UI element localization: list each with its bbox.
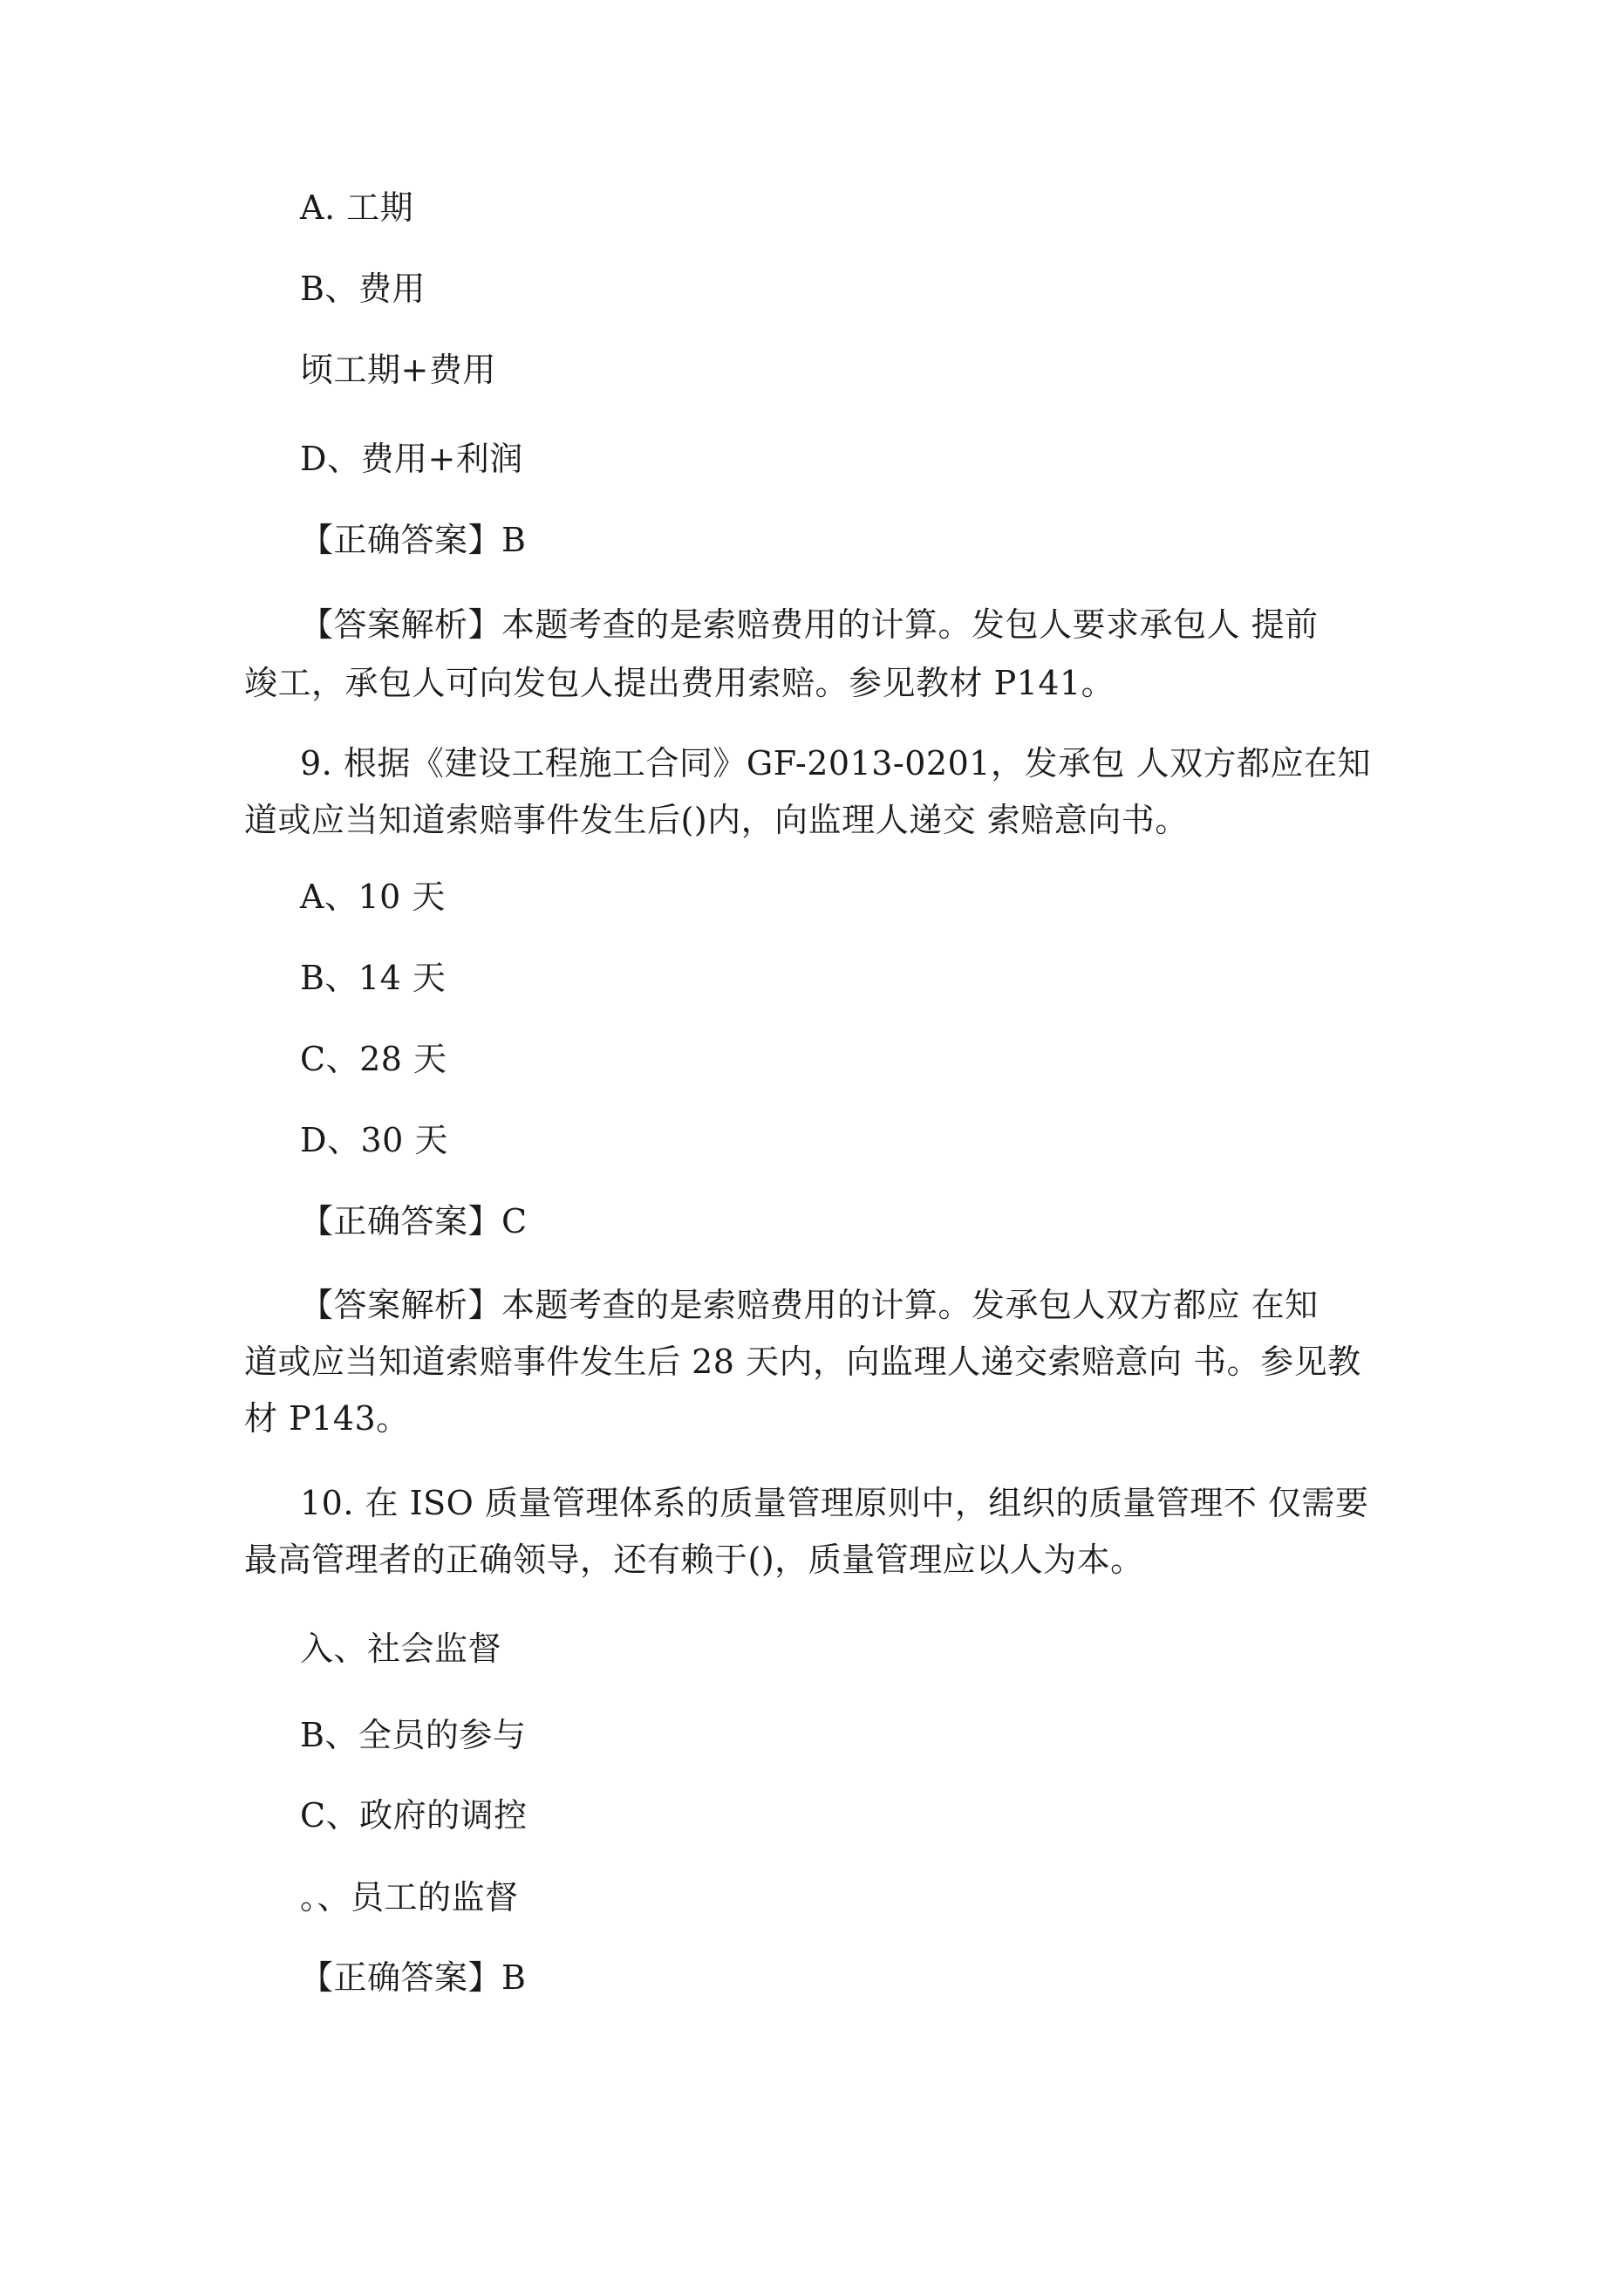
q10-option-c: C、政府的调控 xyxy=(300,1796,528,1835)
q9-question-line-1: 9. 根据《建设工程施工合同》GF-2013-0201，发承包 人双方都应在知 xyxy=(300,744,1372,782)
q8-option-d: D、费用+利润 xyxy=(300,440,523,478)
q8-option-c: 顷工期+费用 xyxy=(300,351,496,389)
q10-option-b: B、全员的参与 xyxy=(300,1716,527,1754)
q9-option-b: B、14 天 xyxy=(300,959,447,997)
q9-option-c: C、28 天 xyxy=(300,1040,447,1078)
q10-question-line-2: 最高管理者的正确领导，还有赖于()，质量管理应以人为本。 xyxy=(244,1541,1144,1579)
q10-correct-answer: 【正确答案】B xyxy=(300,1958,527,1997)
q8-option-b: B、费用 xyxy=(300,270,426,308)
q8-option-a: A. 工期 xyxy=(300,188,414,227)
q10-option-d: 。、员工的监督 xyxy=(300,1878,519,1917)
q8-analysis-line-2: 竣工，承包人可向发包人提出费用索赔。参见教材 P141。 xyxy=(244,664,1115,702)
q10-question-line-1: 10. 在 ISO 质量管理体系的质量管理原则中，组织的质量管理不 仅需要 xyxy=(300,1484,1369,1522)
q8-correct-answer: 【正确答案】B xyxy=(300,521,527,559)
q9-option-a: A、10 天 xyxy=(300,878,446,916)
q9-analysis-line-3: 材 P143。 xyxy=(244,1399,410,1438)
q10-option-a: 入、社会监督 xyxy=(300,1630,502,1668)
q9-correct-answer: 【正确答案】C xyxy=(300,1202,528,1240)
q9-question-line-2: 道或应当知道索赔事件发生后()内，向监理人递交 索赔意向书。 xyxy=(244,801,1189,839)
q9-analysis-line-2: 道或应当知道索赔事件发生后 28 天内，向监理人递交索赔意向 书。参见教 xyxy=(244,1343,1361,1381)
q9-analysis-line-1: 【答案解析】本题考查的是索赔费用的计算。发承包人双方都应 在知 xyxy=(300,1286,1319,1324)
q8-analysis-line-1: 【答案解析】本题考查的是索赔费用的计算。发包人要求承包人 提前 xyxy=(300,605,1319,644)
q9-option-d: D、30 天 xyxy=(300,1121,448,1159)
